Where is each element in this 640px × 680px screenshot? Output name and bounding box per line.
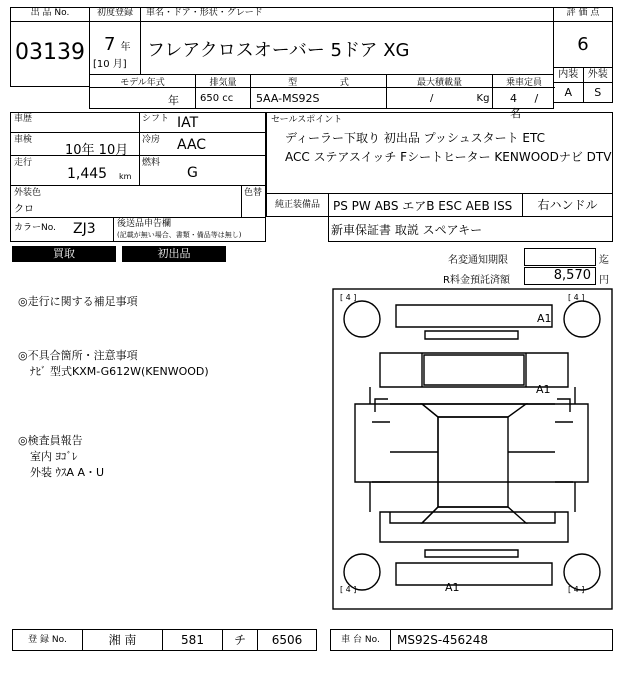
- car-damage-diagram: [330, 287, 615, 612]
- type-label: 型 式: [251, 75, 387, 108]
- aftermarket-label: 後送品申告欄: [117, 219, 172, 229]
- shift-value: IAT: [177, 115, 199, 131]
- defect-notes-title: ◎不具合箇所・注意事項: [18, 349, 138, 362]
- score-label: 評 価 点: [554, 8, 612, 22]
- displacement-value: 650 cc: [200, 93, 234, 104]
- car-name-label: 車名・ドア・形状・グレード: [141, 8, 553, 22]
- max-load-label: 最大積載量: [387, 75, 493, 108]
- color-change-label: 色替: [244, 188, 263, 198]
- hood: [424, 355, 524, 385]
- mileage-unit: km: [119, 172, 132, 181]
- buy-tag: 買取: [12, 246, 116, 262]
- damage-mark-front: A1: [537, 312, 552, 325]
- car-name-box: [140, 7, 554, 75]
- equipment-row: [266, 193, 613, 217]
- fuel-value: G: [187, 165, 198, 181]
- rear-bumper: [396, 563, 552, 585]
- equipment-label: 純正装備品: [267, 194, 329, 216]
- roof: [438, 417, 508, 507]
- inspector-title: ◎検査員報告: [18, 434, 83, 447]
- front-panel: [380, 353, 568, 387]
- reg-area: 湘 南: [83, 630, 163, 650]
- defect-line-1: ﾅﾋﾞ 型式KXM-G612W(KENWOOD): [30, 365, 209, 378]
- body-outline: [355, 404, 588, 482]
- sales-point-box: [266, 112, 613, 194]
- reg-label: 登 録 No.: [13, 630, 83, 650]
- displacement-label: 排気量: [196, 75, 251, 108]
- first-listing-tag: 初出品: [122, 246, 226, 262]
- lot-label: 出 品 No.: [11, 8, 89, 22]
- sales-point-line2: ACC ステアスイッチ Fシートヒーター KENWOODナビ DTV: [285, 150, 612, 164]
- color-label: 外装色: [14, 188, 42, 198]
- capacity-value: 4 / 名: [510, 92, 539, 120]
- first-reg-month: [10 月]: [93, 59, 127, 70]
- lot-box: [10, 7, 90, 87]
- shaken-label: 車検: [14, 135, 33, 145]
- tire-bl-label: [ 4 ]: [340, 585, 357, 594]
- mileage-label: 走行: [14, 158, 33, 168]
- recycle-unit: 円: [599, 275, 609, 286]
- chassis-label: 車 台 No.: [331, 630, 391, 650]
- sales-point-line1: ディーラー下取り 初出品 プッシュスタート ETC: [285, 131, 545, 145]
- capacity-label: 乗車定員: [505, 78, 542, 88]
- reg-number: 6506: [271, 633, 303, 647]
- deadline-label: 名変通知期限: [448, 255, 508, 266]
- tire-front-right: [564, 301, 600, 337]
- recycle-box: [524, 267, 596, 285]
- tire-br-label: [ 4 ]: [568, 585, 585, 594]
- rear-window: [422, 507, 526, 523]
- warranty-row: [328, 216, 613, 242]
- recycle-value: 8,570: [553, 268, 591, 283]
- deadline-unit: 迄: [599, 255, 609, 266]
- tire-tl-label: [ 4 ]: [340, 293, 357, 302]
- model-year-label: モデル年式: [90, 75, 196, 108]
- rear-panel: [380, 512, 568, 542]
- first-reg-year-unit: 年: [120, 42, 131, 53]
- inspector-line-2: 外装 ｳｽA A・U: [30, 466, 105, 479]
- inspector-line-1: 室内 ﾖｺﾞﾚ: [30, 450, 78, 463]
- front-bumper: [396, 305, 552, 327]
- interior-grade: A: [554, 83, 584, 103]
- score-value: 6: [554, 22, 612, 68]
- equipment-value: PS PW ABS エアB ESC AEB ISS: [333, 199, 513, 213]
- front-grille: [425, 331, 518, 339]
- reg-class: 581: [163, 630, 223, 650]
- model-year-unit: 年: [168, 94, 179, 107]
- first-reg-year: 7: [104, 34, 116, 55]
- lot-number: 03139: [15, 40, 85, 65]
- mileage-value: 1,445: [67, 166, 108, 182]
- handle-value: 右ハンドル: [522, 194, 612, 216]
- diagram-frame: [333, 289, 612, 609]
- first-reg-label: 初度登録: [90, 8, 140, 22]
- chassis-row: [330, 629, 613, 651]
- spec-block: [10, 112, 266, 242]
- damage-mark-side: A1: [536, 383, 551, 396]
- driving-notes-title: ◎走行に関する補足事項: [18, 295, 138, 308]
- aftermarket-note: (記載が無い場合、書類・備品等は無し): [117, 231, 242, 239]
- history-label: 車歴: [14, 114, 33, 124]
- first-reg-box: [89, 7, 141, 75]
- exterior-label: 外装: [587, 69, 608, 80]
- deadline-box: [524, 248, 596, 266]
- color-value: クロ: [14, 204, 34, 215]
- color-no-label: カラーNo.: [14, 223, 56, 233]
- shift-label: シフト: [142, 114, 170, 124]
- registration-row: [12, 629, 317, 651]
- warranty-value: 新車保証書 取説 スペアキー: [331, 223, 483, 237]
- windshield: [422, 404, 526, 417]
- car-name: フレアクロスオーバー 5ドア XG: [147, 40, 410, 61]
- exterior-grade: S: [594, 86, 602, 99]
- sales-point-label: セールスポイント: [271, 115, 343, 125]
- shaken-value: 10年 10月: [65, 143, 129, 158]
- score-box: [553, 7, 613, 103]
- max-load-value: / Kg: [430, 93, 490, 104]
- reg-kana: チ: [223, 630, 258, 650]
- ac-value: AAC: [177, 137, 207, 153]
- color-no-value: ZJ3: [73, 221, 96, 237]
- chassis-value: MS92S-456248: [397, 633, 488, 647]
- ac-label: 冷房: [142, 135, 161, 145]
- recycle-label: R料金預託済額: [443, 275, 510, 286]
- interior-label: 内装: [554, 68, 584, 82]
- tire-tr-label: [ 4 ]: [568, 293, 585, 302]
- tire-front-left: [344, 301, 380, 337]
- rear-garnish: [425, 550, 518, 557]
- type-value: 5AA-MS92S: [256, 92, 320, 105]
- damage-mark-rear: A1: [445, 581, 460, 594]
- fuel-label: 燃料: [142, 158, 161, 168]
